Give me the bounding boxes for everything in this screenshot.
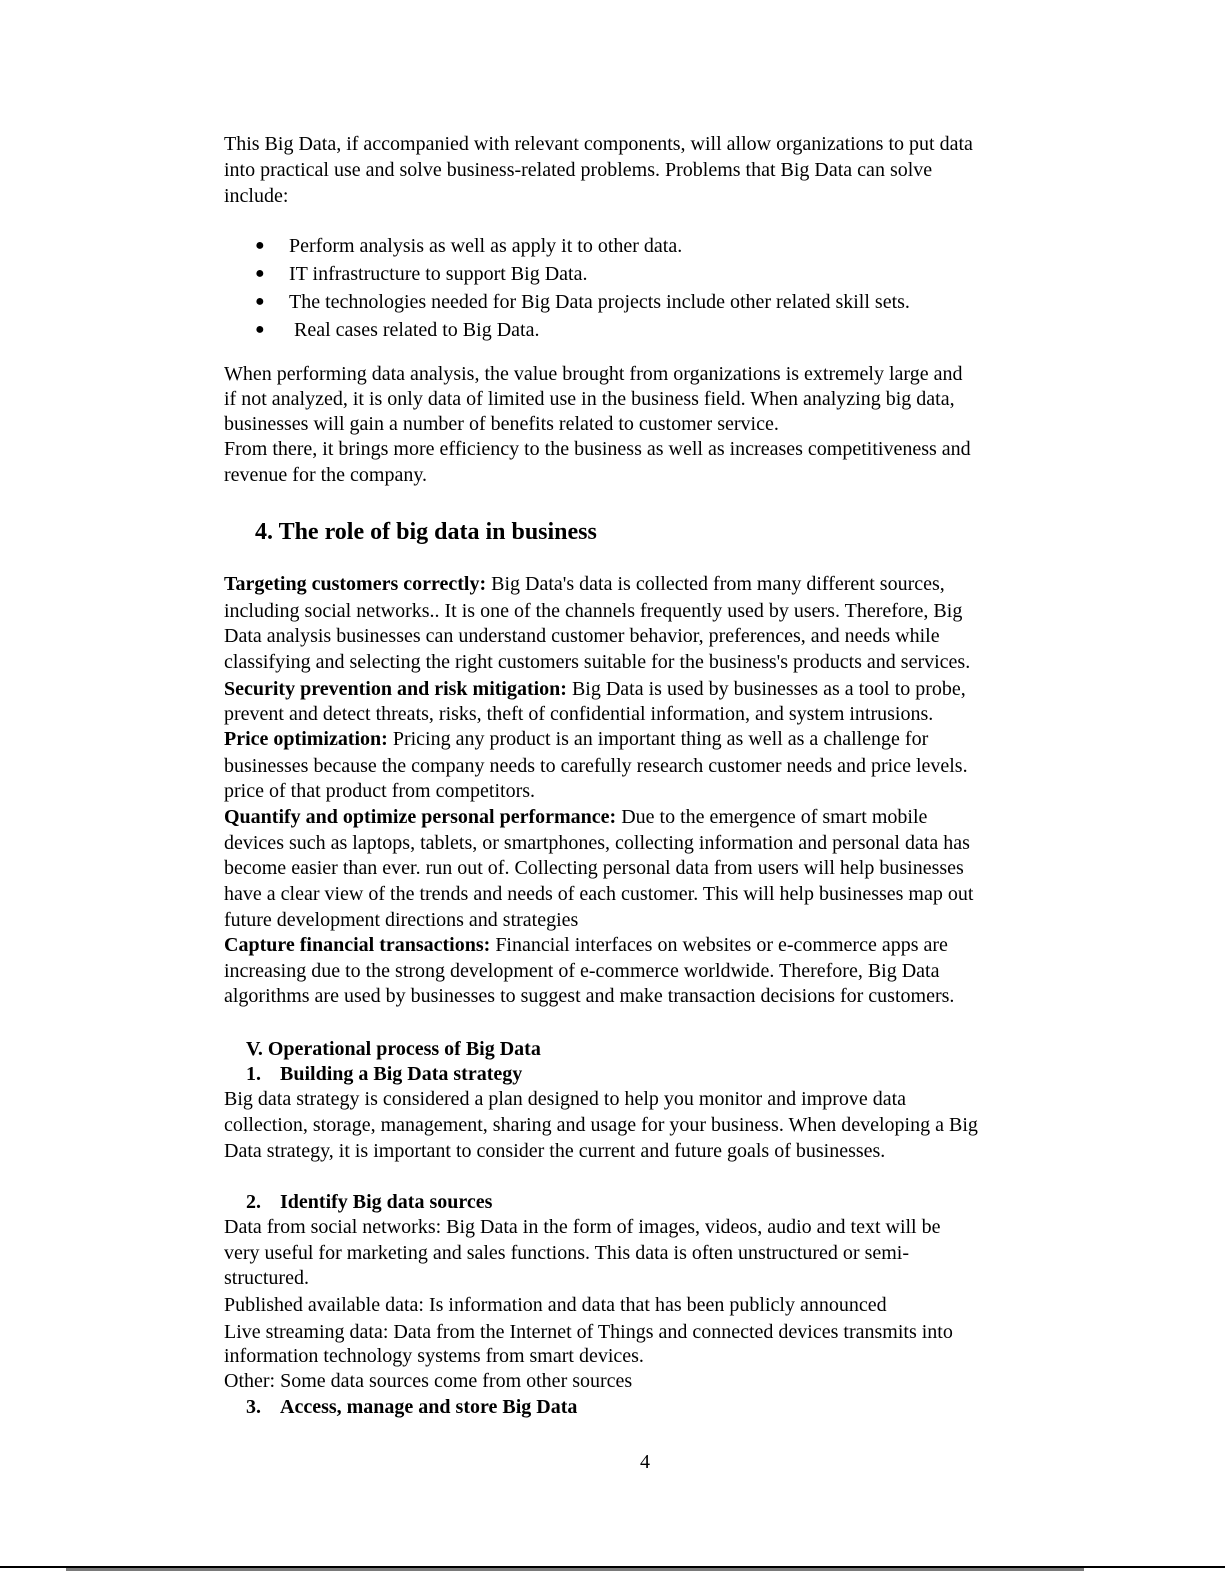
list-item-text: Real cases related to Big Data. bbox=[289, 319, 540, 341]
line-text: Due to the emergence of smart mobile bbox=[616, 806, 928, 828]
text-line: very useful for marketing and sales functions. This data is often unstructured or semi- bbox=[224, 1242, 910, 1264]
text-line bbox=[224, 727, 928, 751]
line-text: businesses because the company needs to carefully research customer needs and price levels. bbox=[224, 755, 968, 777]
section-heading: 4. The role of big data in business bbox=[255, 519, 597, 545]
text-line: if not analyzed, it is only data of limited use in the business field. When analyzing big data, bbox=[224, 388, 955, 410]
line-text: Financial interfaces on websites or e-commerce apps are bbox=[490, 934, 948, 956]
text-line: into practical use and solve business-related problems. Problems that Big Data can solve bbox=[224, 159, 933, 181]
page-number: 4 bbox=[640, 1451, 650, 1473]
text-line bbox=[224, 702, 933, 726]
subsection-title: Identify Big data sources bbox=[280, 1191, 493, 1213]
list-item-text: Perform analysis as well as apply it to other data. bbox=[289, 235, 683, 257]
bold-lead-in: Capture financial transactions: bbox=[224, 934, 491, 956]
text-line bbox=[224, 572, 945, 596]
text-line: revenue for the company. bbox=[224, 464, 428, 486]
line-text: Big Data's data is collected from many different sources, bbox=[486, 573, 945, 595]
line-text: including social networks.. It is one of the channels frequently used by users. Therefore, Big bbox=[224, 600, 963, 622]
bold-lead-in: Security prevention and risk mitigation: bbox=[224, 678, 567, 700]
text-line bbox=[224, 908, 578, 932]
text-line: Data from social networks: Big Data in the form of images, videos, audio and text will be bbox=[224, 1216, 941, 1238]
text-line bbox=[224, 779, 535, 803]
text-line: From there, it brings more efficiency to the business as well as increases competitiveness and bbox=[224, 438, 971, 460]
subsection-number: 2. bbox=[246, 1191, 261, 1213]
text-line bbox=[224, 856, 964, 880]
line-text: prevent and detect threats, risks, theft of confidential information, and system intrusions. bbox=[224, 703, 934, 725]
text-line: Other: Some data sources come from other sources bbox=[224, 1370, 633, 1392]
line-text: Pricing any product is an important thing as well as a challenge for bbox=[387, 728, 929, 750]
text-line bbox=[224, 959, 940, 983]
line-text: price of that product from competitors. bbox=[224, 780, 536, 802]
line-text: Big Data is used by businesses as a tool to probe, bbox=[566, 678, 966, 700]
bullet-icon: ● bbox=[255, 293, 265, 310]
text-line: Live streaming data: Data from the Internet of Things and connected devices transmits into bbox=[224, 1321, 953, 1343]
bold-lead-in: Price optimization: bbox=[224, 728, 388, 750]
line-text: become easier than ever. run out of. Collecting personal data from users will help businesses bbox=[224, 857, 964, 879]
bold-lead-in: Targeting customers correctly: bbox=[224, 573, 487, 595]
line-text: increasing due to the strong development of e-commerce worldwide. Therefore, Big Data bbox=[224, 960, 940, 982]
horizontal-scrollbar[interactable] bbox=[66, 1568, 1084, 1571]
line-text: algorithms are used by businesses to suggest and make transaction decisions for customers. bbox=[224, 985, 955, 1007]
bullet-icon: ● bbox=[255, 237, 265, 254]
text-line bbox=[224, 984, 954, 1008]
text-line: collection, storage, management, sharing and usage for your business. When developing a Big bbox=[224, 1114, 978, 1136]
text-line: structured. bbox=[224, 1267, 309, 1289]
text-line: include: bbox=[224, 185, 289, 207]
subsection-title: Building a Big Data strategy bbox=[280, 1063, 523, 1085]
text-line: businesses will gain a number of benefits related to customer service. bbox=[224, 413, 779, 435]
text-line bbox=[224, 599, 962, 623]
text-line bbox=[224, 650, 970, 674]
text-line bbox=[224, 677, 966, 701]
bold-lead-in: Quantify and optimize personal performance: bbox=[224, 806, 617, 828]
text-line bbox=[224, 754, 968, 778]
line-text: Data analysis businesses can understand customer behavior, preferences, and needs while bbox=[224, 625, 940, 647]
subsection-number: 3. bbox=[246, 1396, 261, 1418]
bullet-icon: ● bbox=[255, 265, 265, 282]
line-text: future development directions and strategies bbox=[224, 909, 579, 931]
subsection-title: Access, manage and store Big Data bbox=[280, 1396, 578, 1418]
bullet-icon: ● bbox=[255, 321, 265, 338]
list-item-text: The technologies needed for Big Data projects include other related skill sets. bbox=[289, 291, 910, 313]
line-text: classifying and selecting the right customers suitable for the business's products and services. bbox=[224, 651, 971, 673]
line-text: devices such as laptops, tablets, or smartphones, collecting information and personal data has bbox=[224, 832, 970, 854]
text-line: When performing data analysis, the value brought from organizations is extremely large and bbox=[224, 363, 963, 385]
text-line bbox=[224, 882, 973, 906]
text-line bbox=[224, 624, 940, 648]
text-line: information technology systems from smart devices. bbox=[224, 1345, 644, 1367]
line-text: have a clear view of the trends and needs of each customer. This will help businesses map out bbox=[224, 883, 974, 905]
text-line bbox=[224, 805, 927, 829]
text-line: Big data strategy is considered a plan designed to help you monitor and improve data bbox=[224, 1088, 907, 1110]
text-line bbox=[224, 933, 948, 957]
list-item-text: IT infrastructure to support Big Data. bbox=[289, 263, 588, 285]
text-line bbox=[224, 831, 970, 855]
text-line: Data strategy, it is important to consider the current and future goals of businesses. bbox=[224, 1140, 886, 1162]
text-line: This Big Data, if accompanied with relevant components, will allow organizations to put data bbox=[224, 133, 973, 155]
section-heading: V. Operational process of Big Data bbox=[246, 1038, 541, 1060]
text-line: Published available data: Is information and data that has been publicly announced bbox=[224, 1294, 887, 1316]
subsection-number: 1. bbox=[246, 1063, 261, 1085]
